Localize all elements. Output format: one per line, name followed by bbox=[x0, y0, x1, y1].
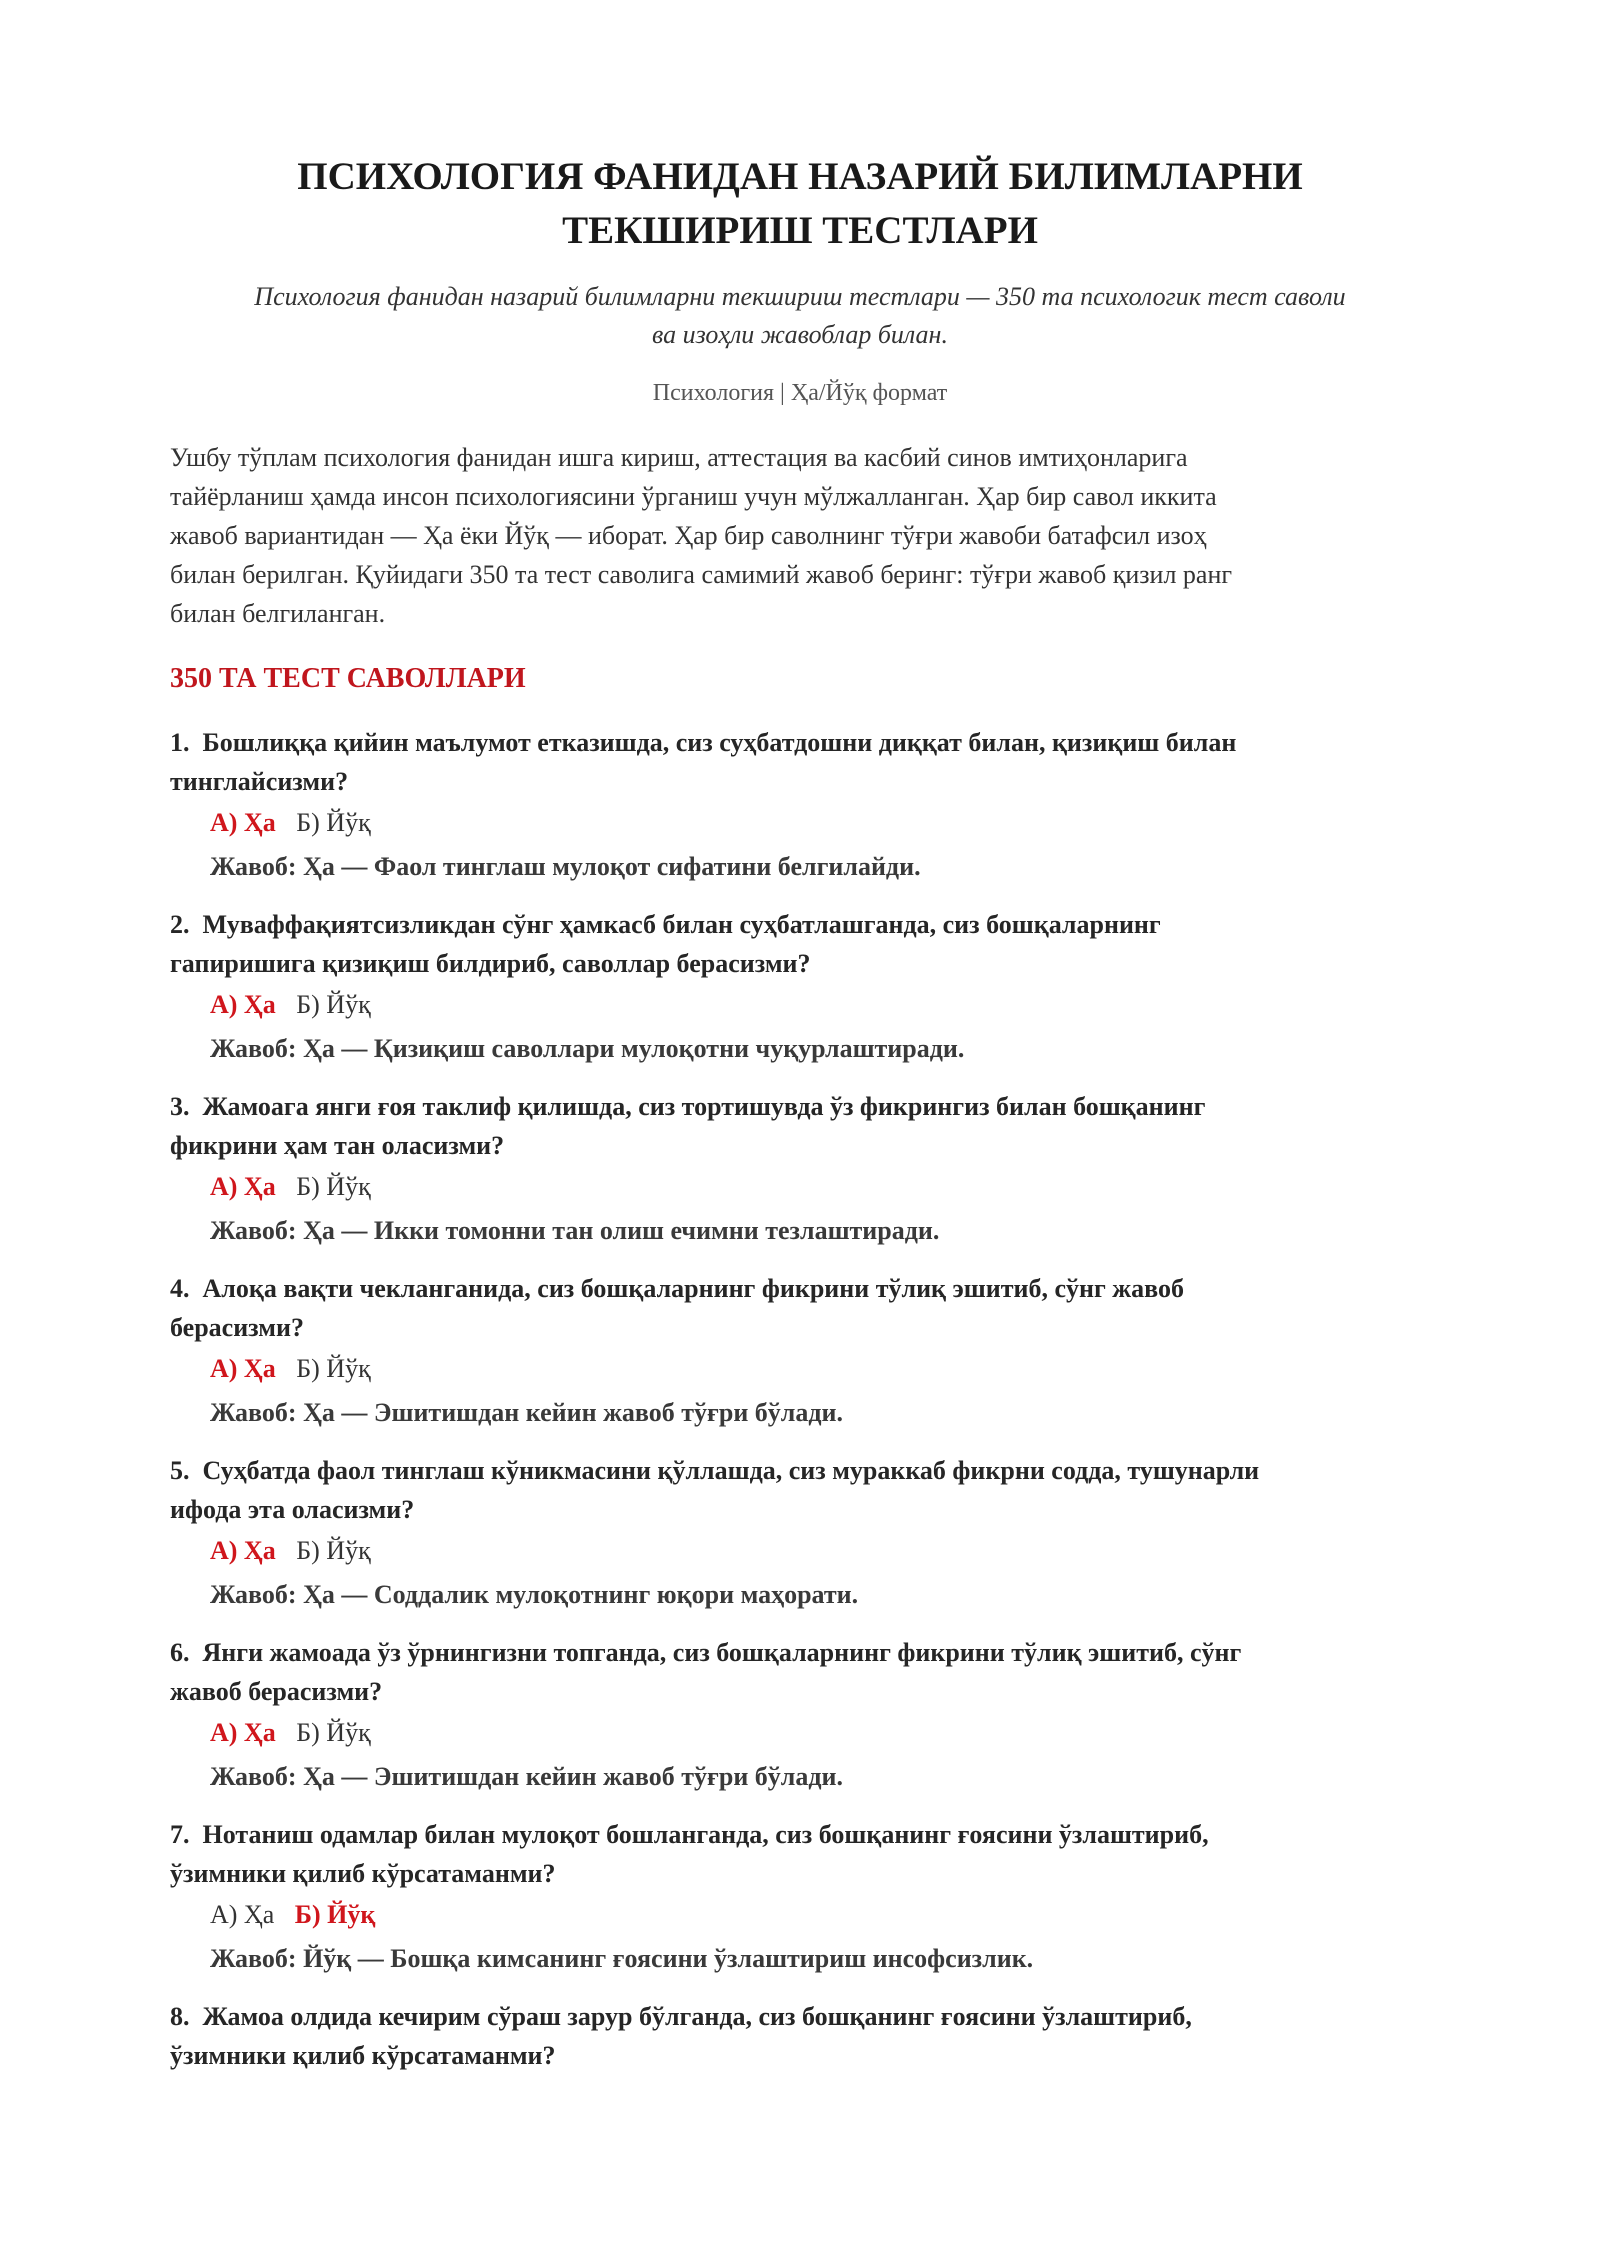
answer-explanation: Жавоб: Ҳа — Эшитишдан кейин жавоб тўғри бўлади. bbox=[210, 1398, 844, 1427]
question-list bbox=[170, 723, 1430, 2075]
answer-options bbox=[170, 801, 1430, 845]
option-a[interactable]: А) Ҳа bbox=[210, 990, 276, 1019]
option-b[interactable]: Б) Йўқ bbox=[294, 1900, 376, 1929]
answer-options bbox=[170, 983, 1430, 1027]
question-item bbox=[170, 723, 1430, 889]
question-text bbox=[170, 1997, 1430, 2075]
option-b[interactable]: Б) Йўқ bbox=[296, 990, 371, 1019]
subtitle-line-2: ва изоҳли жавоблар билан. bbox=[652, 320, 948, 349]
question-number: 6. bbox=[170, 1638, 190, 1667]
intro-line: тайёрланиш ҳамда инсон психологиясини ўрганиш учун мўлжалланган. Ҳар бир савол иккита bbox=[170, 482, 1217, 511]
question-text bbox=[170, 1451, 1430, 1529]
answer-explanation: Жавоб: Ҳа — Эшитишдан кейин жавоб тўғри бўлади. bbox=[210, 1762, 844, 1791]
option-b[interactable]: Б) Йўқ bbox=[296, 808, 371, 837]
question-number: 8. bbox=[170, 2002, 190, 2031]
answer-explanation: Жавоб: Ҳа — Икки томонни тан олиш ечимни тезлаштиради. bbox=[210, 1216, 940, 1245]
option-b[interactable]: Б) Йўқ bbox=[296, 1354, 371, 1383]
question-text bbox=[170, 1087, 1430, 1165]
question-item bbox=[170, 1633, 1430, 1799]
option-b[interactable]: Б) Йўқ bbox=[296, 1536, 371, 1565]
question-number: 2. bbox=[170, 910, 190, 939]
question-line: Алоқа вақти чекланганида, сиз бошқаларнинг фикрини тўлиқ эшитиб, сўнг жавоб bbox=[202, 1274, 1184, 1303]
question-line: ўзимники қилиб кўрсатаманми? bbox=[170, 1859, 556, 1888]
question-line: берасизми? bbox=[170, 1313, 304, 1342]
section-heading: 350 ТА ТЕСТ САВОЛЛАРИ bbox=[170, 663, 526, 694]
question-text bbox=[170, 1815, 1430, 1893]
question-line: фикрини ҳам тан оласизми? bbox=[170, 1131, 505, 1160]
category-meta: Психология | Ҳа/Йўқ формат bbox=[652, 380, 948, 406]
question-line: Муваффақиятсизликдан сўнг ҳамкасб билан суҳбатлашганда, сиз бошқаларнинг bbox=[202, 910, 1161, 939]
answer-explanation: Жавоб: Ҳа — Соддалик мулоқотнинг юқори маҳорати. bbox=[210, 1580, 859, 1609]
question-number: 4. bbox=[170, 1274, 190, 1303]
question-number: 3. bbox=[170, 1092, 190, 1121]
question-item bbox=[170, 1269, 1430, 1435]
subtitle-line-1: Психология фанидан назарий билимларни текшириш тестлари — 350 та психологик тест саволи bbox=[254, 282, 1346, 311]
answer-explanation: Жавоб: Ҳа — Қизиқиш саволлари мулоқотни чуқурлаштиради. bbox=[210, 1034, 965, 1063]
question-line: Суҳбатда фаол тинглаш кўникмасини қўллашда, сиз мураккаб фикрни содда, тушунарли bbox=[202, 1456, 1260, 1485]
option-a[interactable]: А) Ҳа bbox=[210, 1172, 276, 1201]
question-item bbox=[170, 905, 1430, 1071]
question-line: жавоб берасизми? bbox=[170, 1677, 383, 1706]
question-line: Янги жамоада ўз ўрнингизни топганда, сиз бошқаларнинг фикрини тўлиқ эшитиб, сўнг bbox=[202, 1638, 1242, 1667]
question-line: Бошлиққа қийин маълумот етказишда, сиз суҳбатдошни диққат билан, қизиқиш билан bbox=[202, 728, 1237, 757]
answer-options bbox=[170, 1893, 1430, 1937]
question-number: 5. bbox=[170, 1456, 190, 1485]
question-text bbox=[170, 1269, 1430, 1347]
option-b[interactable]: Б) Йўқ bbox=[296, 1718, 371, 1747]
option-a[interactable]: А) Ҳа bbox=[210, 1718, 276, 1747]
intro-line: билан берилган. Қуйидаги 350 та тест саволига самимий жавоб беринг: тўғри жавоб қизил ранг bbox=[170, 560, 1233, 589]
question-number: 7. bbox=[170, 1820, 190, 1849]
question-line: Жамоа олдида кечирим сўраш зарур бўлганда, сиз бошқанинг ғоясини ўзлаштириб, bbox=[202, 2002, 1192, 2031]
question-item bbox=[170, 1451, 1430, 1617]
question-text bbox=[170, 1633, 1430, 1711]
question-line: гапиришига қизиқиш билдириб, саволлар берасизми? bbox=[170, 949, 811, 978]
question-number: 1. bbox=[170, 728, 190, 757]
option-a[interactable]: А) Ҳа bbox=[210, 808, 276, 837]
answer-options bbox=[170, 1165, 1430, 1209]
intro-line: жавоб вариантидан — Ҳа ёки Йўқ — иборат. Ҳар бир саволнинг тўғри жавоби батафсил изоҳ bbox=[170, 521, 1207, 550]
question-item bbox=[170, 1087, 1430, 1253]
page-title bbox=[170, 150, 1430, 258]
question-item bbox=[170, 1815, 1430, 1981]
option-a[interactable]: А) Ҳа bbox=[210, 1536, 276, 1565]
question-item bbox=[170, 1997, 1430, 2075]
option-b[interactable]: Б) Йўқ bbox=[296, 1172, 371, 1201]
answer-explanation: Жавоб: Ҳа — Фаол тинглаш мулоқот сифатини белгилайди. bbox=[210, 852, 921, 881]
question-line: ўзимники қилиб кўрсатаманми? bbox=[170, 2041, 556, 2070]
question-line: Жамоага янги ғоя таклиф қилишда, сиз тортишувда ўз фикрингиз билан бошқанинг bbox=[202, 1092, 1206, 1121]
intro-paragraph bbox=[170, 438, 1430, 633]
question-line: тинглайсизми? bbox=[170, 767, 349, 796]
option-a[interactable]: А) Ҳа bbox=[210, 1900, 275, 1929]
page-subtitle bbox=[170, 278, 1430, 354]
answer-options bbox=[170, 1711, 1430, 1755]
question-line: Нотаниш одамлар билан мулоқот бошланганда, сиз бошқанинг ғоясини ўзлаштириб, bbox=[202, 1820, 1209, 1849]
intro-line: билан белгиланган. bbox=[170, 599, 386, 628]
question-text bbox=[170, 723, 1430, 801]
title-line-2: ТЕКШИРИШ ТЕСТЛАРИ bbox=[562, 209, 1038, 252]
title-line-1: ПСИХОЛОГИЯ ФАНИДАН НАЗАРИЙ БИЛИМЛАРНИ bbox=[297, 155, 1303, 198]
question-line: ифода эта оласизми? bbox=[170, 1495, 415, 1524]
option-a[interactable]: А) Ҳа bbox=[210, 1354, 276, 1383]
answer-options bbox=[170, 1529, 1430, 1573]
answer-explanation: Жавоб: Йўқ — Бошқа кимсанинг ғоясини ўзлаштириш инсофсизлик. bbox=[210, 1944, 1034, 1973]
intro-line: Ушбу тўплам психология фанидан ишга кириш, аттестация ва касбий синов имтиҳонларига bbox=[170, 443, 1188, 472]
question-text bbox=[170, 905, 1430, 983]
answer-options bbox=[170, 1347, 1430, 1391]
